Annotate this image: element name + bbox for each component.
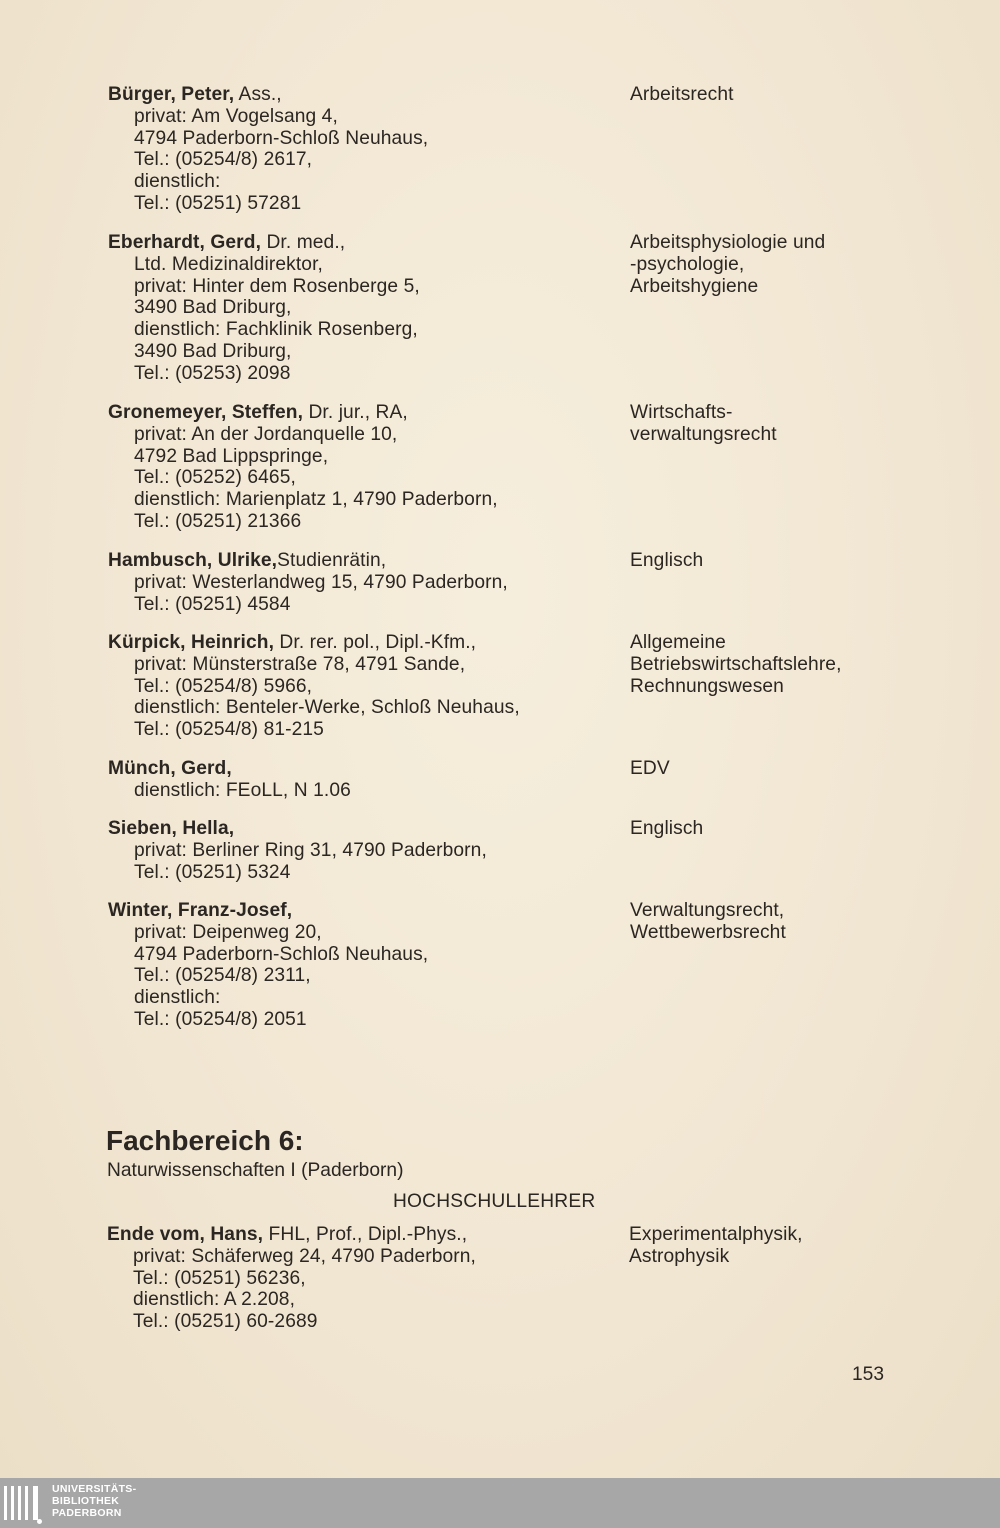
address-line: dienstlich: xyxy=(134,171,221,193)
address-line: dienstlich: xyxy=(134,987,221,1009)
address-line: privat: Berliner Ring 31, 4790 Paderborn, xyxy=(134,839,487,861)
entry-name-line xyxy=(108,632,628,654)
person-title: Dr. rer. pol., Dipl.-Kfm., xyxy=(274,632,477,653)
entry-name-line xyxy=(108,818,628,840)
person-name: Eberhardt, Gerd, xyxy=(108,232,262,253)
page-number: 153 xyxy=(852,1364,885,1385)
entry-name-line xyxy=(108,550,628,572)
subject-area xyxy=(630,900,970,944)
entry-address-block xyxy=(108,818,628,883)
address-line: Tel.: (05254/8) 2617, xyxy=(134,149,313,171)
person-title: Ass., xyxy=(234,84,282,105)
entry-address-block xyxy=(108,84,628,215)
logo-dot-icon xyxy=(37,1519,42,1524)
address-line: dienstlich: Marienplatz 1, 4790 Paderborn, xyxy=(134,489,498,511)
person-name: Ende vom, Hans, xyxy=(107,1224,264,1245)
address-line: privat: Münsterstraße 78, 4791 Sande, xyxy=(134,653,466,675)
subject-area xyxy=(630,402,970,446)
entry-address-block xyxy=(108,232,628,385)
person-name: Münch, Gerd, xyxy=(108,758,232,779)
library-logo-text xyxy=(52,1483,136,1519)
subject-line: Betriebswirtschaftslehre, xyxy=(630,653,842,675)
logo-line: PADERBORN xyxy=(52,1507,122,1519)
address-line: Ltd. Medizinaldirektor, xyxy=(134,253,323,275)
address-line: Tel.: (05253) 2098 xyxy=(134,362,291,384)
address-line: Tel.: (05251) 60-2689 xyxy=(133,1311,318,1333)
section-subtitle: Naturwissenschaften I (Paderborn) xyxy=(107,1160,404,1181)
person-title: Dr. jur., RA, xyxy=(303,402,408,423)
address-line: dienstlich: Fachklinik Rosenberg, xyxy=(134,319,418,341)
person-title: Studienrätin, xyxy=(277,550,387,571)
entry-name-line xyxy=(108,232,628,254)
address-line: Tel.: (05254/8) 81-215 xyxy=(134,719,324,741)
entry-name-line xyxy=(107,1224,627,1246)
section-heading: HOCHSCHULLEHRER xyxy=(393,1191,596,1212)
subject-line: Englisch xyxy=(630,550,704,571)
subject-line: Rechnungswesen xyxy=(630,675,784,697)
address-line: Tel.: (05251) 21366 xyxy=(134,510,302,532)
address-line: Tel.: (05251) 4584 xyxy=(134,593,291,615)
subject-area xyxy=(629,1224,969,1268)
entry-address-block xyxy=(108,900,628,1031)
address-line: 3490 Bad Driburg, xyxy=(134,297,292,319)
address-line: Tel.: (05251) 56236, xyxy=(133,1267,306,1289)
subject-line: Arbeitsphysiologie und xyxy=(630,232,826,253)
logo-line: UNIVERSITÄTS- xyxy=(52,1483,137,1495)
entry-address-block xyxy=(108,632,628,741)
subject-line: Wirtschafts- xyxy=(630,402,733,423)
person-title: FHL, Prof., Dipl.-Phys., xyxy=(263,1224,468,1245)
subject-area xyxy=(630,818,970,840)
person-name: Bürger, Peter, xyxy=(108,84,235,105)
subject-area xyxy=(630,758,970,780)
subject-line: Wettbewerbsrecht xyxy=(630,921,786,943)
entry-address-block xyxy=(108,758,628,802)
subject-line: Arbeitsrecht xyxy=(630,84,734,105)
entry-name-line xyxy=(108,758,628,780)
subject-line: Verwaltungsrecht, xyxy=(630,900,785,921)
entry-address-block xyxy=(107,1224,627,1333)
person-name: Gronemeyer, Steffen, xyxy=(108,402,304,423)
address-line: dienstlich: FEoLL, N 1.06 xyxy=(134,779,351,801)
person-name: Sieben, Hella, xyxy=(108,818,235,839)
subject-area xyxy=(630,632,970,697)
address-line: privat: Deipenweg 20, xyxy=(134,921,322,943)
entry-address-block xyxy=(108,550,628,615)
address-line: privat: An der Jordanquelle 10, xyxy=(134,423,398,445)
address-line: Tel.: (05251) 5324 xyxy=(134,861,291,883)
subject-line: -psychologie, xyxy=(630,253,745,275)
subject-line: Astrophysik xyxy=(629,1245,730,1267)
person-name: Kürpick, Heinrich, xyxy=(108,632,274,653)
subject-line: verwaltungsrecht xyxy=(630,423,777,445)
subject-line: Experimentalphysik, xyxy=(629,1224,803,1245)
address-line: 4794 Paderborn-Schloß Neuhaus, xyxy=(134,127,429,149)
address-line: dienstlich: Benteler-Werke, Schloß Neuhaus, xyxy=(134,697,520,719)
address-line: privat: Westerlandweg 15, 4790 Paderborn, xyxy=(134,571,508,593)
address-line: privat: Schäferweg 24, 4790 Paderborn, xyxy=(133,1245,476,1267)
address-line: Tel.: (05254/8) 2311, xyxy=(134,965,311,987)
address-line: Tel.: (05254/8) 5966, xyxy=(134,675,313,697)
entry-name-line xyxy=(108,402,628,424)
address-line: Tel.: (05254/8) 2051 xyxy=(134,1008,307,1030)
person-name: Winter, Franz-Josef, xyxy=(108,900,293,921)
subject-line: Arbeitshygiene xyxy=(630,275,759,297)
entry-name-line xyxy=(108,84,628,106)
address-line: Tel.: (05251) 57281 xyxy=(134,192,302,214)
section-title: Fachbereich 6: xyxy=(106,1125,304,1156)
subject-area xyxy=(630,232,970,297)
person-title: Dr. med., xyxy=(261,232,346,253)
address-line: dienstlich: A 2.208, xyxy=(133,1289,296,1311)
subject-area xyxy=(630,84,970,106)
address-line: Tel.: (05252) 6465, xyxy=(134,467,296,489)
subject-line: Allgemeine xyxy=(630,632,726,653)
entry-name-line xyxy=(108,900,628,922)
address-line: 4794 Paderborn-Schloß Neuhaus, xyxy=(134,943,429,965)
entry-address-block xyxy=(108,402,628,533)
subject-line: Englisch xyxy=(630,818,704,839)
subject-line: EDV xyxy=(630,758,670,779)
address-line: 4792 Bad Lippspringe, xyxy=(134,445,329,467)
address-line: 3490 Bad Driburg, xyxy=(134,340,292,362)
person-name: Hambusch, Ulrike, xyxy=(108,550,278,571)
address-line: privat: Hinter dem Rosenberge 5, xyxy=(134,275,420,297)
subject-area xyxy=(630,550,970,572)
logo-line: BIBLIOTHEK xyxy=(52,1495,120,1507)
address-line: privat: Am Vogelsang 4, xyxy=(134,105,338,127)
library-footer xyxy=(0,1478,1000,1528)
